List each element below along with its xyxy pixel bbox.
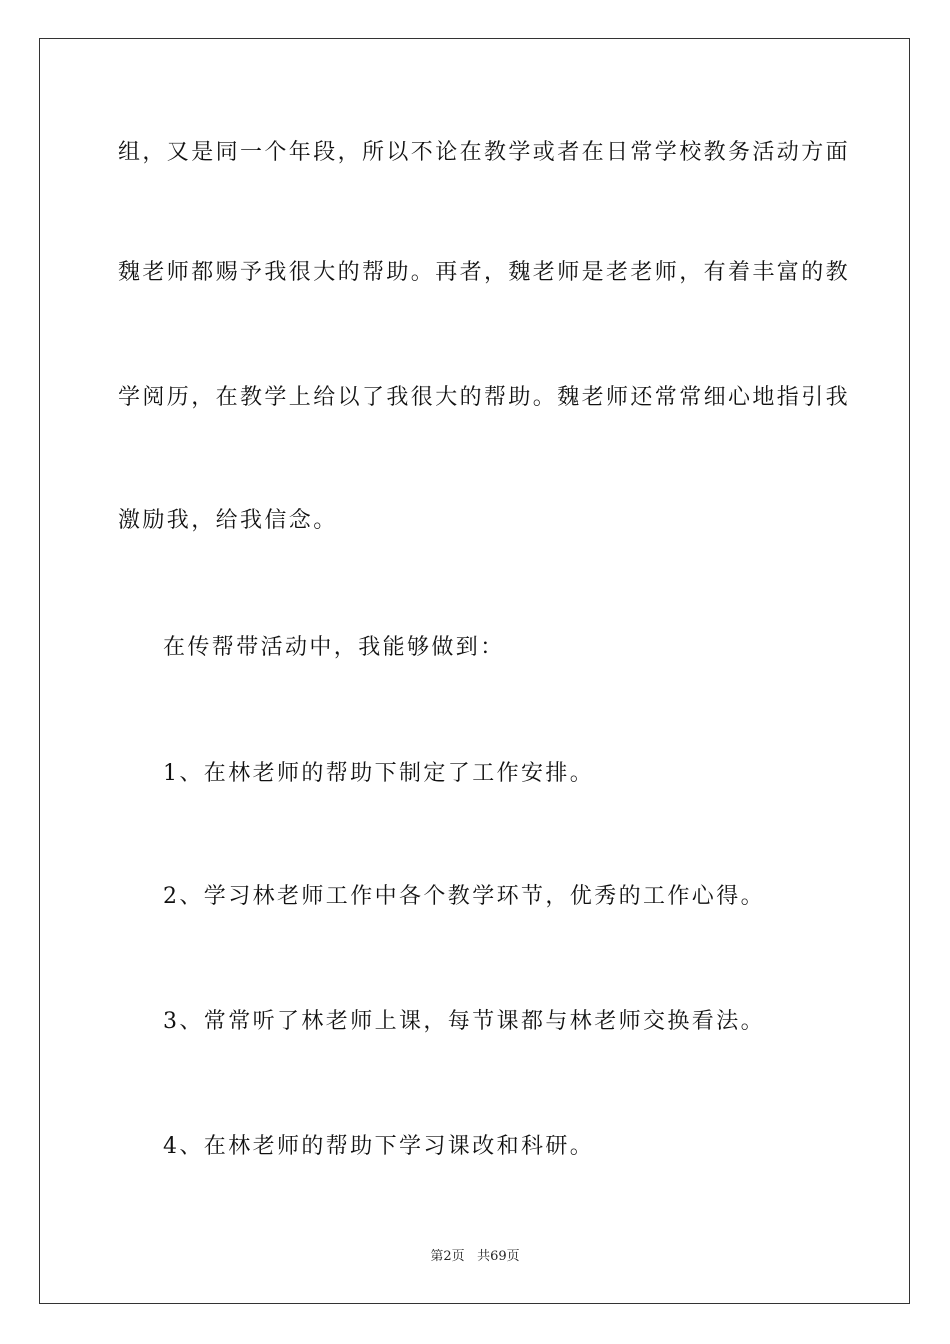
list-item-4: 4、在林老师的帮助下学习课改和科研。 (163, 1134, 595, 1159)
list-item-3: 3、常常听了林老师上课，每节课都与林老师交换看法。 (163, 1009, 765, 1034)
total-pages: 共69页 (477, 1249, 520, 1264)
page-number: 第2页 (430, 1249, 465, 1264)
page-footer (0, 1248, 950, 1266)
footer-spacer (465, 1249, 477, 1264)
list-item-1: 1、在林老师的帮助下制定了工作安排。 (163, 761, 595, 786)
body-line-3: 学阅历，在教学上给以了我很大的帮助。魏老师还常常细心地指引我 (118, 385, 851, 410)
page-frame (39, 38, 910, 1304)
body-line-2: 魏老师都赐予我很大的帮助。再者，魏老师是老老师，有着丰富的教 (118, 260, 851, 285)
list-item-2: 2、学习林老师工作中各个教学环节，优秀的工作心得。 (163, 884, 765, 909)
body-line-4: 激励我，给我信念。 (118, 508, 338, 533)
paragraph-intro: 在传帮带活动中，我能够做到： (163, 635, 505, 660)
body-line-1: 组，又是同一个年段，所以不论在教学或者在日常学校教务活动方面 (118, 140, 851, 165)
